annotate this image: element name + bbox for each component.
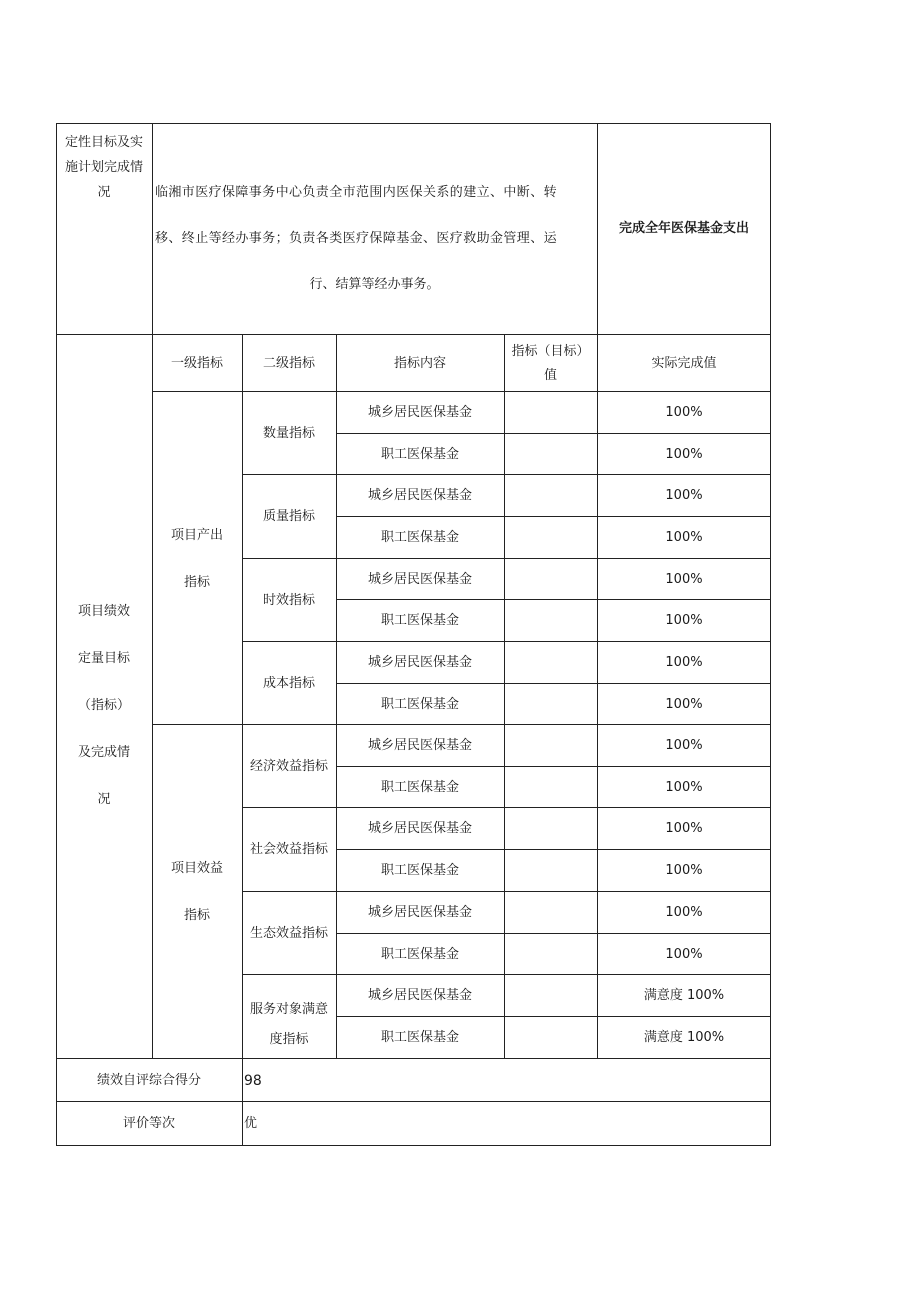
indicator-actual: 100% xyxy=(665,905,703,920)
indicator-target xyxy=(504,1017,597,1059)
grid-line xyxy=(56,1101,771,1102)
qualitative-goal-description: 临湘市医疗保障事务中心负责全市范围内医保关系的建立、中断、转 移、终止等经办事务；负责各类医疗保障基金、医疗救助金管理、运 行、结算等经办事务。 xyxy=(155,185,558,292)
header-actual: 实际完成值 xyxy=(651,355,717,371)
indicator-content: 城乡居民医保基金 xyxy=(367,655,472,670)
grid-line xyxy=(242,474,771,475)
grid-line xyxy=(242,641,771,642)
indicator-actual: 100% xyxy=(665,613,703,628)
grid-line xyxy=(152,123,153,1059)
grid-line xyxy=(336,933,771,934)
level2-economic-benefit: 经济效益指标 xyxy=(249,758,328,774)
grid-line xyxy=(242,891,771,892)
indicator-actual: 100% xyxy=(665,530,703,545)
header-content: 指标内容 xyxy=(393,355,446,371)
indicator-target xyxy=(504,684,597,725)
level1-output-indicators: 项目产出 指标 xyxy=(170,527,223,590)
indicator-target xyxy=(504,767,597,808)
indicator-target xyxy=(504,934,597,975)
grid-line xyxy=(597,123,598,1059)
grid-line xyxy=(336,1016,771,1017)
indicator-actual: 满意度 100% xyxy=(643,988,725,1003)
indicator-actual: 100% xyxy=(665,405,703,420)
indicator-content: 城乡居民医保基金 xyxy=(367,405,472,420)
level2-ecological-benefit: 生态效益指标 xyxy=(249,925,328,941)
grid-line xyxy=(336,599,771,600)
level1-benefit-indicators: 项目效益 指标 xyxy=(170,861,223,923)
indicator-target xyxy=(504,434,597,475)
grid-line xyxy=(336,849,771,850)
indicator-content: 职工医保基金 xyxy=(380,446,459,462)
grid-line xyxy=(56,123,771,124)
grid-line xyxy=(242,807,771,808)
indicator-target xyxy=(504,392,597,434)
level2-timeliness: 时效指标 xyxy=(262,592,315,608)
indicator-target xyxy=(504,600,597,642)
level2-satisfaction: 服务对象满意 度指标 xyxy=(249,1002,328,1047)
grade-value: 优 xyxy=(244,1116,258,1131)
indicator-content: 职工医保基金 xyxy=(380,863,459,878)
grid-line xyxy=(242,334,243,1146)
grid-line xyxy=(56,123,57,1146)
indicator-actual: 100% xyxy=(665,655,703,670)
level2-cost: 成本指标 xyxy=(262,675,315,691)
indicator-actual: 100% xyxy=(665,779,703,795)
grid-line xyxy=(770,123,771,1146)
indicator-content: 职工医保基金 xyxy=(380,530,459,545)
indicator-actual: 100% xyxy=(665,571,703,587)
header-level1: 一级指标 xyxy=(170,355,223,371)
indicator-actual: 100% xyxy=(665,946,703,962)
grid-line xyxy=(336,433,771,434)
indicator-actual: 100% xyxy=(665,863,703,878)
indicator-target xyxy=(504,808,597,850)
grid-line xyxy=(242,558,771,559)
indicator-content: 职工医保基金 xyxy=(380,946,459,962)
indicator-target xyxy=(504,642,597,684)
level2-quality: 质量指标 xyxy=(262,509,315,524)
grade-label: 评价等次 xyxy=(122,1116,175,1131)
quantitative-goal-label: 项目绩效 定量目标 （指标） 及完成情 况 xyxy=(77,603,130,807)
grid-line xyxy=(336,334,337,1059)
indicator-content: 城乡居民医保基金 xyxy=(367,905,472,920)
indicator-content: 职工医保基金 xyxy=(380,1030,459,1045)
indicator-content: 城乡居民医保基金 xyxy=(367,488,472,503)
indicator-content: 职工医保基金 xyxy=(380,696,459,712)
score-value: 98 xyxy=(244,1072,262,1089)
indicator-target xyxy=(504,517,597,559)
grid-line xyxy=(152,391,771,392)
indicator-content: 职工医保基金 xyxy=(380,779,459,795)
grid-line xyxy=(152,724,771,725)
indicator-target xyxy=(504,892,597,934)
indicator-actual: 满意度 100% xyxy=(643,1030,725,1045)
indicator-target xyxy=(504,475,597,517)
score-label: 绩效自评综合得分 xyxy=(96,1072,201,1088)
grid-line xyxy=(56,1058,771,1059)
indicator-actual: 100% xyxy=(665,696,703,712)
level2-quantity: 数量指标 xyxy=(262,425,315,441)
grid-line xyxy=(336,766,771,767)
grid-line xyxy=(56,334,771,335)
indicator-actual: 100% xyxy=(665,488,703,503)
indicator-actual: 100% xyxy=(665,738,703,753)
qualitative-goal-completion: 完成全年医保基金支出 xyxy=(618,221,749,236)
grid-line xyxy=(242,974,771,975)
indicator-content: 职工医保基金 xyxy=(380,613,459,628)
grid-line xyxy=(336,516,771,517)
header-level2: 二级指标 xyxy=(262,355,315,371)
indicator-target xyxy=(504,725,597,767)
indicator-content: 城乡居民医保基金 xyxy=(367,988,472,1003)
indicator-target xyxy=(504,559,597,600)
grid-line xyxy=(504,334,505,1059)
level2-social-benefit: 社会效益指标 xyxy=(249,842,328,857)
indicator-content: 城乡居民医保基金 xyxy=(367,821,472,836)
grid-line xyxy=(56,1145,771,1146)
grid-line xyxy=(336,683,771,684)
qualitative-goal-label: 定性目标及实 施计划完成情 况 xyxy=(64,135,143,200)
indicator-content: 城乡居民医保基金 xyxy=(367,571,472,587)
indicator-target xyxy=(504,975,597,1017)
indicator-actual: 100% xyxy=(665,821,703,836)
indicator-content: 城乡居民医保基金 xyxy=(367,738,472,753)
indicator-target xyxy=(504,850,597,892)
header-target: 指标（目标） 值 xyxy=(511,343,590,383)
indicator-actual: 100% xyxy=(665,446,703,462)
